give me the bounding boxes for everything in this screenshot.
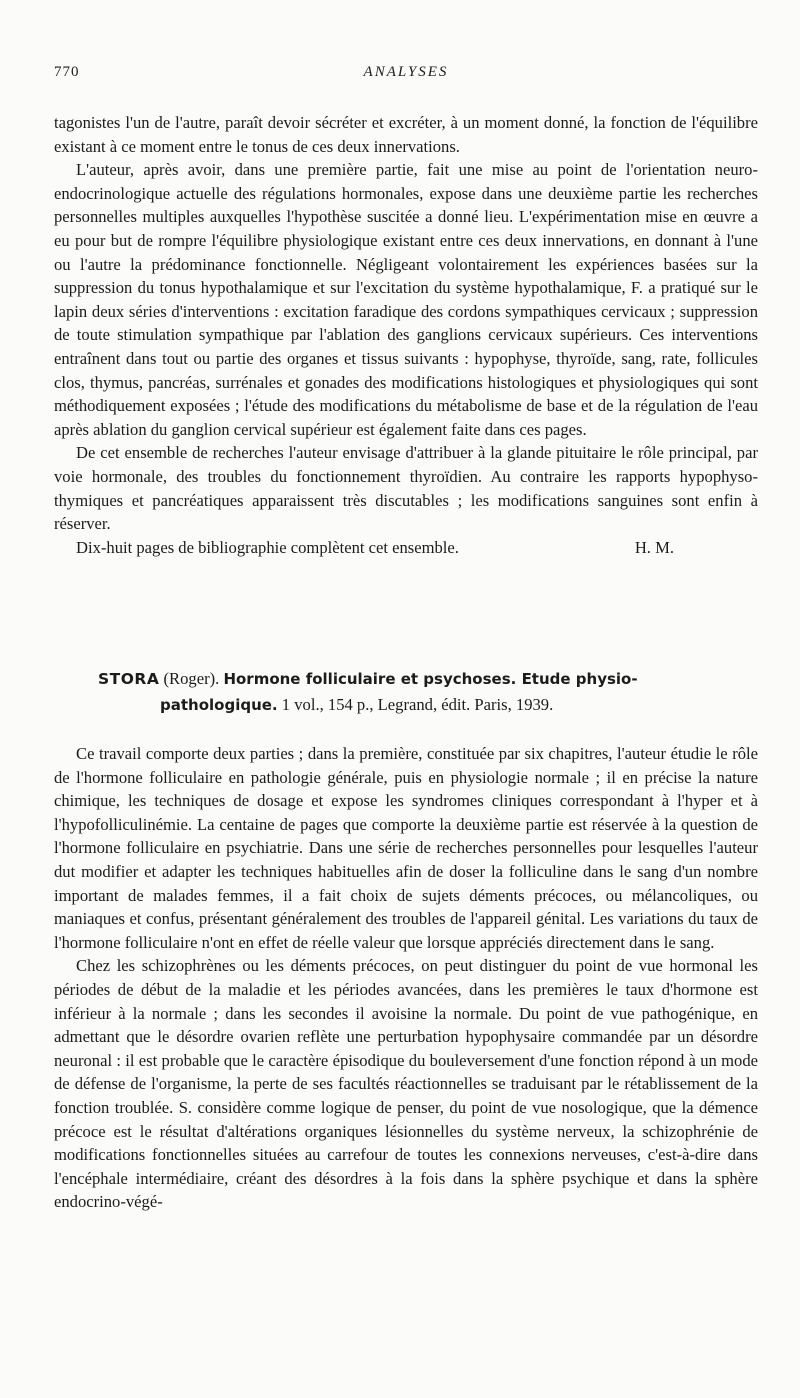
review-1-body xyxy=(54,111,758,559)
paragraph: Ce travail comporte deux parties ; dans la première, constituée par six chapitres, l'auteur étudie le rôle de l'hormone folliculaire en pathologie générale, puis en physiologie normale ; il en précise la nature chimique, les techniques de dosage et expose les syndromes cliniques correspondant à l'hyper et à l'hypofolliculinémie. La centaine de pages que comporte la deuxième partie est réservée à la question de l'hormone folliculaire en psychiatrie. Dans une série de recherches personnelles pour lesquelles l'auteur dut modifier et adapter les techniques habituelles afin de doser la folliculine dans le sang d'un nombre important de malades femmes, il a fait choix de sujets déments précoces, ou mélancoliques, ou maniaques et confus, présentant généralement des troubles de l'appareil génital. Les variations du taux de l'hormone folliculaire n'ont en effet de réelle valeur que lorsque appréciés directement dans le sang. xyxy=(54,744,758,952)
review-2-heading xyxy=(98,666,738,718)
book-author-first: (Roger). xyxy=(163,669,220,688)
book-bibliographic-info: 1 vol., 154 p., Legrand, édit. Paris, 1939. xyxy=(281,695,554,714)
paragraph: Chez les schizophrènes ou les déments précoces, on peut distinguer du point de vue hormonal les périodes de début de la maladie et les périodes avancées, dans les premières le taux d'hormone est inférieur à la normale ; dans les secondes il avoisine la normale. Du point de vue pathogénique, en admettant que le désordre ovarien reflète une perturbation hypophysaire commandée par un désordre neuronal : il est probable que le caractère épisodique du bouleversement d'une fonction répond à un mode de défense de l'organisme, la perte de ses facultés réactionnelles se traduisant par le rétablissement de la fonction troublée. S. considère comme logique de penser, du point de vue nosologique, que la démence précoce est le résultat d'altérations organiques lésionnelles du système nerveux, la schizophrénie de modifications fonctionnelles situées au carrefour de toutes les connexions nerveuses, c'est-à-dire dans l'encéphale intermédiaire, créant des désordres à la fois dans la sphère psychique et dans la sphère endocrino-végé- xyxy=(54,956,758,1212)
heading-line-2 xyxy=(98,692,738,718)
book-author: STORA xyxy=(98,670,160,688)
book-title: Hormone folliculaire et psychoses. Etude physio- xyxy=(223,670,638,688)
paragraph: L'auteur, après avoir, dans une première partie, fait une mise au point de l'orientation neuro-endocrinologique actuelle des régulations hormonales, expose dans une deuxième partie les recherches personnelles multiples auxquelles l'hypothèse suscitée a donné lieu. L'expérimentation mise en œuvre a eu pour but de rompre l'équilibre physiologique existant entre ces deux innervations, en donnant à l'une ou l'autre la prédominance fonctionnelle. Négligeant volontairement les expériences basées sur la suppression du tonus hypothalamique et sur l'excitation du système hypothalamique, F. a pratiqué sur le lapin deux séries d'interventions : excitation faradique des cordons sympathiques cervicaux ; suppression de toute stimulation sympathique par l'ablation des ganglions cervicaux supérieurs. Ces interventions entraînent dans tout ou partie des organes et tissus suivants : hypophyse, thyroïde, sang, rate, follicules clos, thymus, pancréas, surrénales et gonades des modifications histologiques et physiologiques qui sont méthodiquement exposées ; l'étude des modifications du métabolisme de base et de la régulation de l'eau après ablation du ganglion cervical supérieur est également faite dans ces pages. xyxy=(54,160,758,439)
closing-text: Dix-huit pages de bibliographie complètent cet ensemble. xyxy=(76,537,459,557)
review-2-body xyxy=(54,742,758,1214)
section-title: ANALYSES xyxy=(363,64,449,80)
paragraph: De cet ensemble de recherches l'auteur envisage d'attribuer à la glande pituitaire le rôle principal, par voie hormonale, des troubles du fonctionnement thyroïdien. Au contraire les rapports hypophyso-thymiques et pancréatiques apparaissent très discutables ; les modifications sanguines sont enfin à réserver. xyxy=(54,443,758,534)
paragraph: tagonistes l'un de l'autre, paraît devoir sécréter et excréter, à un moment donné, la fonction de l'équilibre existant à ce moment entre le tonus de ces deux innervations. xyxy=(54,113,758,156)
closing-line xyxy=(54,536,758,560)
book-title-cont: pathologique. xyxy=(160,696,278,714)
reviewer-signature: H. M. xyxy=(634,537,674,557)
page-number: 770 xyxy=(54,64,80,80)
